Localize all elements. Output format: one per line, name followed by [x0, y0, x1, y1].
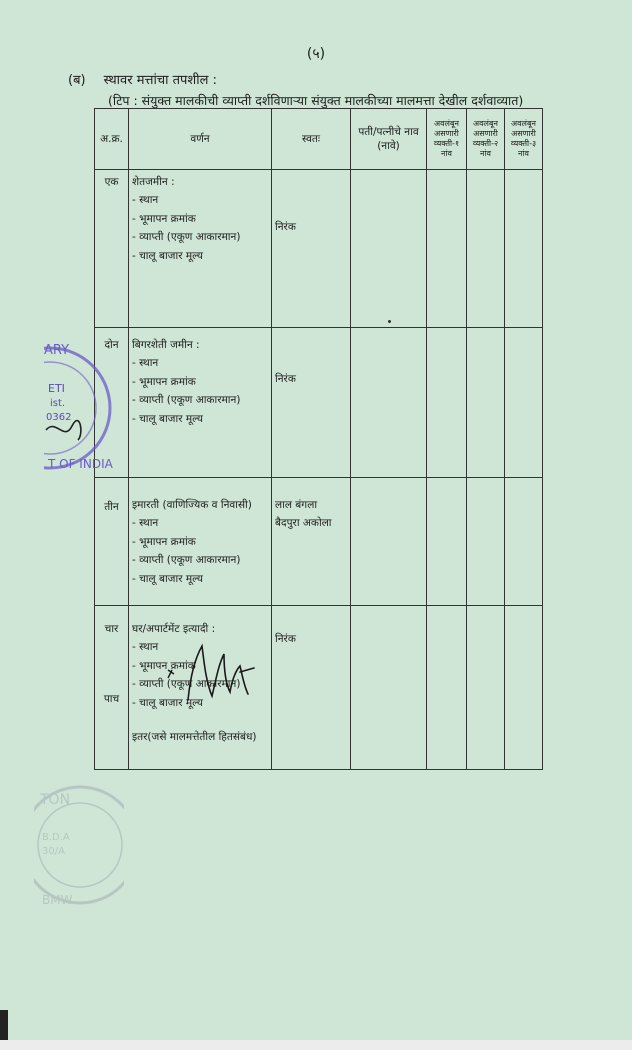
row-line: - स्थान: [132, 194, 159, 207]
row-self: [272, 170, 351, 328]
row-line: - व्याप्ती (एकूण आकारमान): [132, 554, 241, 567]
faded-stamp-text-mid: B.D.A: [42, 832, 70, 843]
faded-stamp-text-bottom: BMW: [42, 893, 73, 907]
row-line: - चालू बाजार मूल्य: [132, 412, 203, 425]
row-serial-4: चार: [104, 623, 119, 635]
row-dependent-1: [427, 478, 467, 606]
row-dependent-1: [427, 170, 467, 328]
row-line: - चालू बाजार मूल्य: [132, 249, 203, 262]
row-spouse: [351, 328, 427, 478]
row-line: - व्याप्ती (एकूण आकारमान): [132, 231, 241, 244]
header-self: स्वतः: [272, 109, 351, 170]
row-self-value: बैदपुरा अकोला: [275, 517, 332, 530]
header-dependent-3: अवलंबून असणारी व्यक्ती-३ नांव: [505, 109, 543, 170]
row-description: [129, 170, 272, 328]
section-title: स्थावर मत्तांचा तपशील :: [103, 73, 217, 88]
row-description: [129, 328, 272, 478]
stamp-text-bottom: T OF INDIA: [48, 457, 113, 471]
table-note: (टिप : संयुक्त मालकीची व्याप्ती दर्शविणाऱ्या संयुक्त मालकीच्या मालमत्ता देखील दर्शवाव्यात): [108, 93, 524, 108]
row-dependent-3: [505, 328, 543, 478]
row-title: इमारती (वाणिज्यिक व निवासी): [132, 499, 252, 511]
row-dependent-2: [467, 170, 505, 328]
stamp-text-line3: 0362: [46, 412, 72, 423]
row-serial: दोन: [95, 328, 129, 478]
row-line: - भूमापन क्रमांक: [132, 535, 196, 548]
row-spouse: [351, 606, 427, 770]
scan-bottom-band: [0, 1040, 632, 1050]
row-title: शेतजमीन :: [132, 176, 175, 188]
row-line: - चालू बाजार मूल्य: [132, 572, 203, 585]
row-self-value: निरंक: [275, 373, 296, 385]
section-marker: (ब): [68, 73, 86, 88]
row-description: [129, 478, 272, 606]
stamp-text-top: ARY: [44, 343, 70, 358]
row-self: [272, 478, 351, 606]
row-self-value: लाल बंगला: [275, 499, 318, 511]
row-self: [272, 328, 351, 478]
header-serial: अ.क्र.: [95, 109, 129, 170]
row-self-value: निरंक: [275, 633, 296, 645]
table-row: [95, 170, 543, 328]
ink-dot: [388, 320, 391, 323]
row-dependent-1: [427, 606, 467, 770]
row-serial: तीन: [95, 478, 129, 606]
row-title: बिगरशेती जमीन :: [132, 339, 200, 351]
notary-stamp: [44, 330, 124, 480]
row-line: - चालू बाजार मूल्य: [132, 696, 203, 709]
stamp-text-line1: ETI: [48, 382, 65, 395]
faded-stamp-text-mid2: 30/A: [42, 846, 65, 857]
row-line: - स्थान: [132, 517, 159, 530]
row-dependent-3: [505, 478, 543, 606]
row-line: - व्याप्ती (एकूण आकारमान): [132, 394, 241, 407]
row-dependent-3: [505, 170, 543, 328]
row-line: - भूमापन क्रमांक: [132, 659, 196, 672]
row-line: - व्याप्ती (एकूण आकारमान): [132, 678, 241, 691]
table-header-row: [95, 109, 543, 170]
row-self: [272, 606, 351, 770]
row-line: - भूमापन क्रमांक: [132, 212, 196, 225]
header-description: वर्णन: [129, 109, 272, 170]
row-dependent-1: [427, 328, 467, 478]
table-row: [95, 328, 543, 478]
row-serial: [95, 606, 129, 770]
row-spouse: [351, 478, 427, 606]
stamp-signature-scribble: [46, 421, 81, 440]
table-row: [95, 478, 543, 606]
row-dependent-3: [505, 606, 543, 770]
page-number: (५): [306, 46, 326, 62]
header-dependent-2: अवलंबून असणारी व्यक्ती-२ नांव: [467, 109, 505, 170]
row-line: - भूमापन क्रमांक: [132, 375, 196, 388]
row-self-value: निरंक: [275, 221, 296, 233]
row-dependent-2: [467, 478, 505, 606]
row-serial-5: पाच: [103, 693, 120, 706]
row-line: - स्थान: [132, 641, 159, 654]
faded-stamp-text-top: TON: [40, 792, 71, 808]
row-extra-title: इतर(जसे मालमत्तेतील हितसंबंध): [132, 730, 257, 743]
stamp-text-line2: ist.: [50, 398, 66, 409]
row-spouse: [351, 170, 427, 328]
signature: [160, 640, 270, 710]
header-spouse: पती/पत्नीचे नाव (नावे): [351, 109, 427, 170]
row-dependent-2: [467, 328, 505, 478]
row-dependent-2: [467, 606, 505, 770]
row-serial: एक: [95, 170, 129, 328]
section-heading: [68, 70, 217, 88]
header-dependent-1: अवलंबून असणारी व्यक्ती-१ नांव: [427, 109, 467, 170]
row-line: - स्थान: [132, 357, 159, 370]
faded-stamp: [34, 770, 124, 920]
row-title: घर/अपार्टमेंट इत्यादी :: [132, 623, 216, 635]
